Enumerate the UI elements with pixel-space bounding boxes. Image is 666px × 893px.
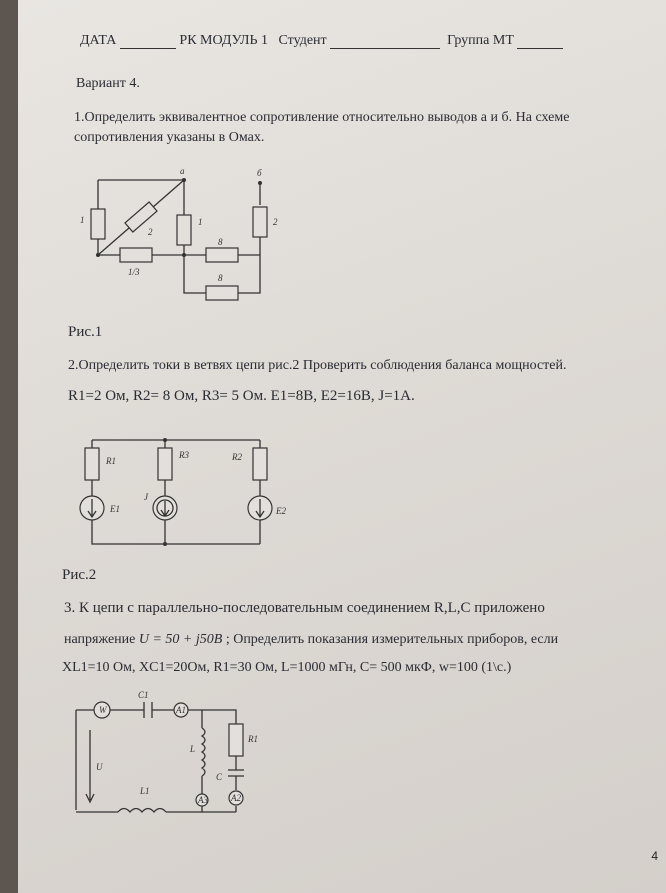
student-blank [330,36,440,49]
task3-text-line1: 3. К цепи с параллельно-последовательным соединением R,L,C приложено [64,600,545,616]
resistor-1b [177,215,191,245]
label-w: W [99,705,107,715]
label-a: а [180,166,185,176]
label-u: U [96,762,103,772]
resistor-2b [253,207,267,237]
label-r1: 1 [80,215,85,225]
task2-text-line2: R1=2 Ом, R2= 8 Ом, R3= 5 Ом. E1=8В, E2=16В, J=1А. [68,388,415,404]
label-r1: R1 [248,734,258,744]
task3-text-line3: XL1=10 Ом, XC1=20Ом, R1=30 Ом, L=1000 мГн, C= 500 мкФ, w=100 (1\с.) [62,660,512,675]
label-a3: A3 [198,795,208,805]
student-label: Студент [278,33,327,48]
label-r2: 2 [148,227,153,237]
date-blank [120,36,176,49]
task1-text-line2: сопротивления указаны в Омах. [74,130,265,145]
resistor-1 [91,209,105,239]
figure2-circuit [80,420,286,550]
rk-module-label: РК МОДУЛЬ 1 [179,33,268,48]
resistor-8a [206,248,238,262]
header-line [80,33,563,49]
label-r4: 8 [218,237,223,247]
voltage-formula: U = 50 + j50B [138,632,223,647]
figure2-caption: Рис.2 [62,567,97,583]
label-r7: 1/3 [128,267,140,277]
group-blank [517,36,563,49]
figure3-circuit [66,690,266,820]
label-r3: R3 [179,450,189,460]
label-r5: 8 [218,273,223,283]
resistor-8b [206,286,238,300]
variant-title: Вариант 4. [76,76,140,91]
node-a [182,178,186,182]
label-a2: A2 [231,793,241,803]
task2-text-line1: 2.Определить токи в ветвях цепи рис.2 Проверить соблюдения баланса мощностей. [68,358,567,373]
label-a1: A1 [176,705,186,715]
figure1-caption: Рис.1 [68,324,103,340]
resistor-r1 [229,724,243,756]
page-number: 4 [651,849,658,863]
label-b: б [257,168,262,178]
task3-line2-post: ; Определить показания измерительных приборов, если [225,632,559,647]
label-e1: E1 [110,504,120,514]
task3-text-line2 [64,632,558,648]
resistor-r1 [85,448,99,480]
label-c1: C1 [138,690,149,700]
label-c: C [216,772,223,782]
label-l: L [190,744,196,754]
group-label: Группа МТ [447,33,514,48]
worksheet-page [18,0,666,893]
node-b [258,181,262,185]
task1-text-line1: 1.Определить эквивалентное сопротивление относительно выводов а и б. На схеме [74,110,570,125]
task3-line2-pre: напряжение [64,632,139,647]
label-j: J [144,492,148,502]
label-r2: R2 [232,452,242,462]
label-e2: E2 [276,506,286,516]
label-r3: 1 [198,217,203,227]
date-label: ДАТА [80,33,117,48]
resistor-r2 [253,448,267,480]
resistor-1-3 [120,248,152,262]
figure1-circuit [78,165,308,305]
label-r6: 2 [273,217,278,227]
label-r1: R1 [106,456,116,466]
label-l1: L1 [140,786,150,796]
resistor-r3 [158,448,172,480]
